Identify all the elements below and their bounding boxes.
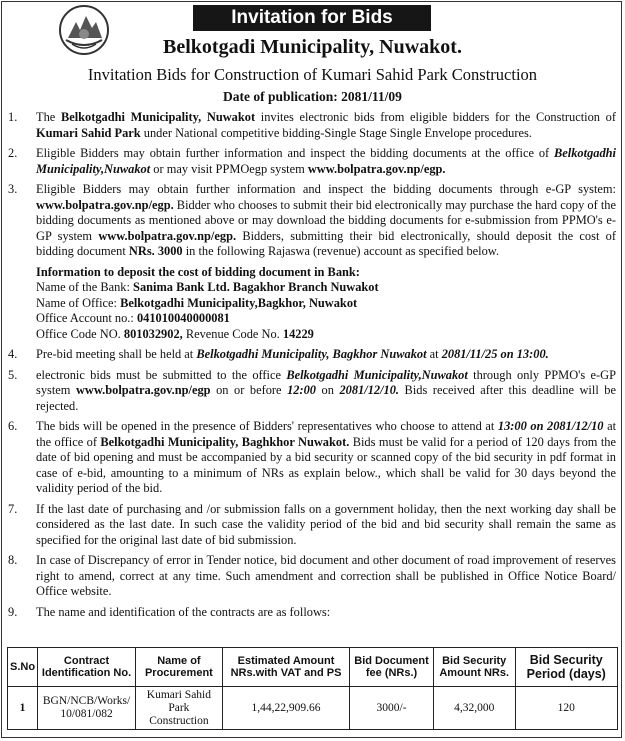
clause-number: 5.: [8, 367, 18, 382]
revenue-code: 14229: [282, 326, 314, 341]
clause-number: 9.: [8, 604, 18, 619]
clause-number: 7.: [8, 501, 18, 516]
municipality-title: Belkotgadi Municipality, Nuwakot.: [163, 36, 462, 58]
notice-subtitle: Invitation Bids for Construction of Kumari Sahid Park Construction: [87, 65, 538, 84]
bank-deposit-info: Information to deposit the cost of bidding document in Bank: Name of the Bank: Sanima Bank Ltd. Bagakhor Branch Nuwakot Name of Office: Belkotgadhi Municipality,Bagkhor, Nuwakot Office Account no.: 041010040000081 Office Code NO. 801032902, Revenue Code No. 14229: [36, 264, 379, 341]
office-name: Belkotgadhi Municipality,Bagkhor, Nuwakot: [120, 295, 358, 310]
clause-number: 2.: [8, 146, 18, 160]
bank-info-heading: Information to deposit the cost of bidding document in Bank:: [36, 264, 360, 279]
header-sno: S.No: [8, 648, 38, 687]
clause-number: 8.: [8, 553, 18, 567]
clause-6: 6. The bids will be opened in the presence of Bidders' representatives who choose to attend at 13:00 on 2081/12/10 at the office of Belkotgadhi Municipality, Baghkhor Nuwakot. Bids must be valid for a period of 120 days from the date of bid opening and must be accompanied by a bid security or scanned copy of the bid security in pdf format in case of e-bid, amounting to a minimum of NRs as explain below., which shall be valid for 30 days beyond the validity period of the bid.: [8, 419, 617, 495]
header-contract-id: Contract Identification No.: [38, 648, 136, 687]
cell-procurement: Kumari Sahid Park Construction: [135, 687, 222, 730]
header-security: Bid Security Amount NRs.: [433, 648, 515, 687]
clause-number: 6.: [8, 419, 18, 433]
clause-number: 3.: [8, 182, 18, 196]
clause-3: 3. Eligible Bidders may obtain further information and inspect the bidding documents through e-GP system: www.bolpatra.gov.np/egp. Bidder who chooses to submit their bid electronically may purchase the hard copy of the bidding documents as mentioned above or may download the bidding documents for e-submission from PPMO's e-GP system www.bolpatra.gov.np/egp. Bidders, submitting their bid electronically, should deposit the cost of bidding document NRs. 3000 in the following Rajaswa (revenue) account as specified below.: [8, 182, 616, 258]
clause-4: 4. Pre-bid meeting shall be held at Belkotgadhi Municipality, Bagkhor Nuwakot at 2081/11/25 on 13:00.: [8, 347, 549, 361]
egp-link: www.bolpatra.gov.np/egp.: [307, 161, 446, 176]
cell-sno: 1: [8, 687, 38, 730]
office-code: 801032902,: [123, 326, 183, 341]
cell-contract-id: BGN/NCB/Works/ 10/081/082: [38, 687, 136, 730]
table-header-row: [8, 648, 618, 687]
cell-doc-fee: 3000/-: [350, 687, 434, 730]
clause-number: 4.: [8, 347, 18, 361]
header-doc-fee: Bid Document fee (NRs.): [350, 648, 434, 687]
header-estimate: Estimated Amount NRs.with VAT and PS: [222, 648, 349, 687]
clause-9: 9. The name and identification of the contracts are as follows:: [8, 604, 331, 619]
cell-estimate: 1,44,22,909.66: [222, 687, 349, 730]
table-row: [8, 687, 618, 730]
clause-2: 2. Eligible Bidders may obtain further information and inspect the bidding documents at the office of Belkotgadhi Municipality,Nuwakot or may visit PPMOegp system www.bolpatra.gov.np/egp.: [8, 146, 616, 176]
clause-1: 1. The Belkotgadhi Municipality, Nuwakot invites electronic bids from eligible bidders for the Construction of Kumari Sahid Park under National competitive bidding-Single Stage Single Envelope procedures.: [8, 110, 616, 140]
header-procurement: Name of Procurement: [135, 648, 222, 687]
bank-name: Sanima Bank Ltd. Bagakhor Branch Nuwakot: [133, 280, 379, 294]
cell-security: 4,32,000: [433, 687, 515, 730]
header-validity: Bid Security Period (days): [515, 648, 618, 687]
clause-8: 8. In case of Discrepancy of error in Tender notice, bid document and other document of road improvement of reserves right to amend, correct at any time. Such amendment and correction shall be published in Office Notice Board/ Office website.: [8, 553, 616, 598]
clause-5: 5. electronic bids must be submitted to the office Belkotgadhi Municipality,Nuwakot through only PPMO's e-GP system www.bolpatra.gov.np/egp on or before 12:00 on 2081/12/10. Bids received after this deadline will be rejected.: [8, 367, 617, 413]
clause-7: 7. If the last date of purchasing and /or submission falls on a government holiday, then the next working day shall be considered as the last date. In such case the validity period of the bid and bid security shall remain the same as specified for the original last date of bid submission.: [8, 501, 616, 547]
banner-invitation-for-bids: Invitation for Bids: [193, 5, 431, 31]
publication-date: Date of publication: 2081/11/09: [223, 89, 402, 104]
notice-body: [8, 110, 616, 625]
office-account-number: 041010040000081: [136, 311, 230, 325]
clause-number: 1.: [8, 110, 18, 124]
cell-validity: 120: [515, 687, 618, 730]
contracts-table: [7, 647, 618, 730]
